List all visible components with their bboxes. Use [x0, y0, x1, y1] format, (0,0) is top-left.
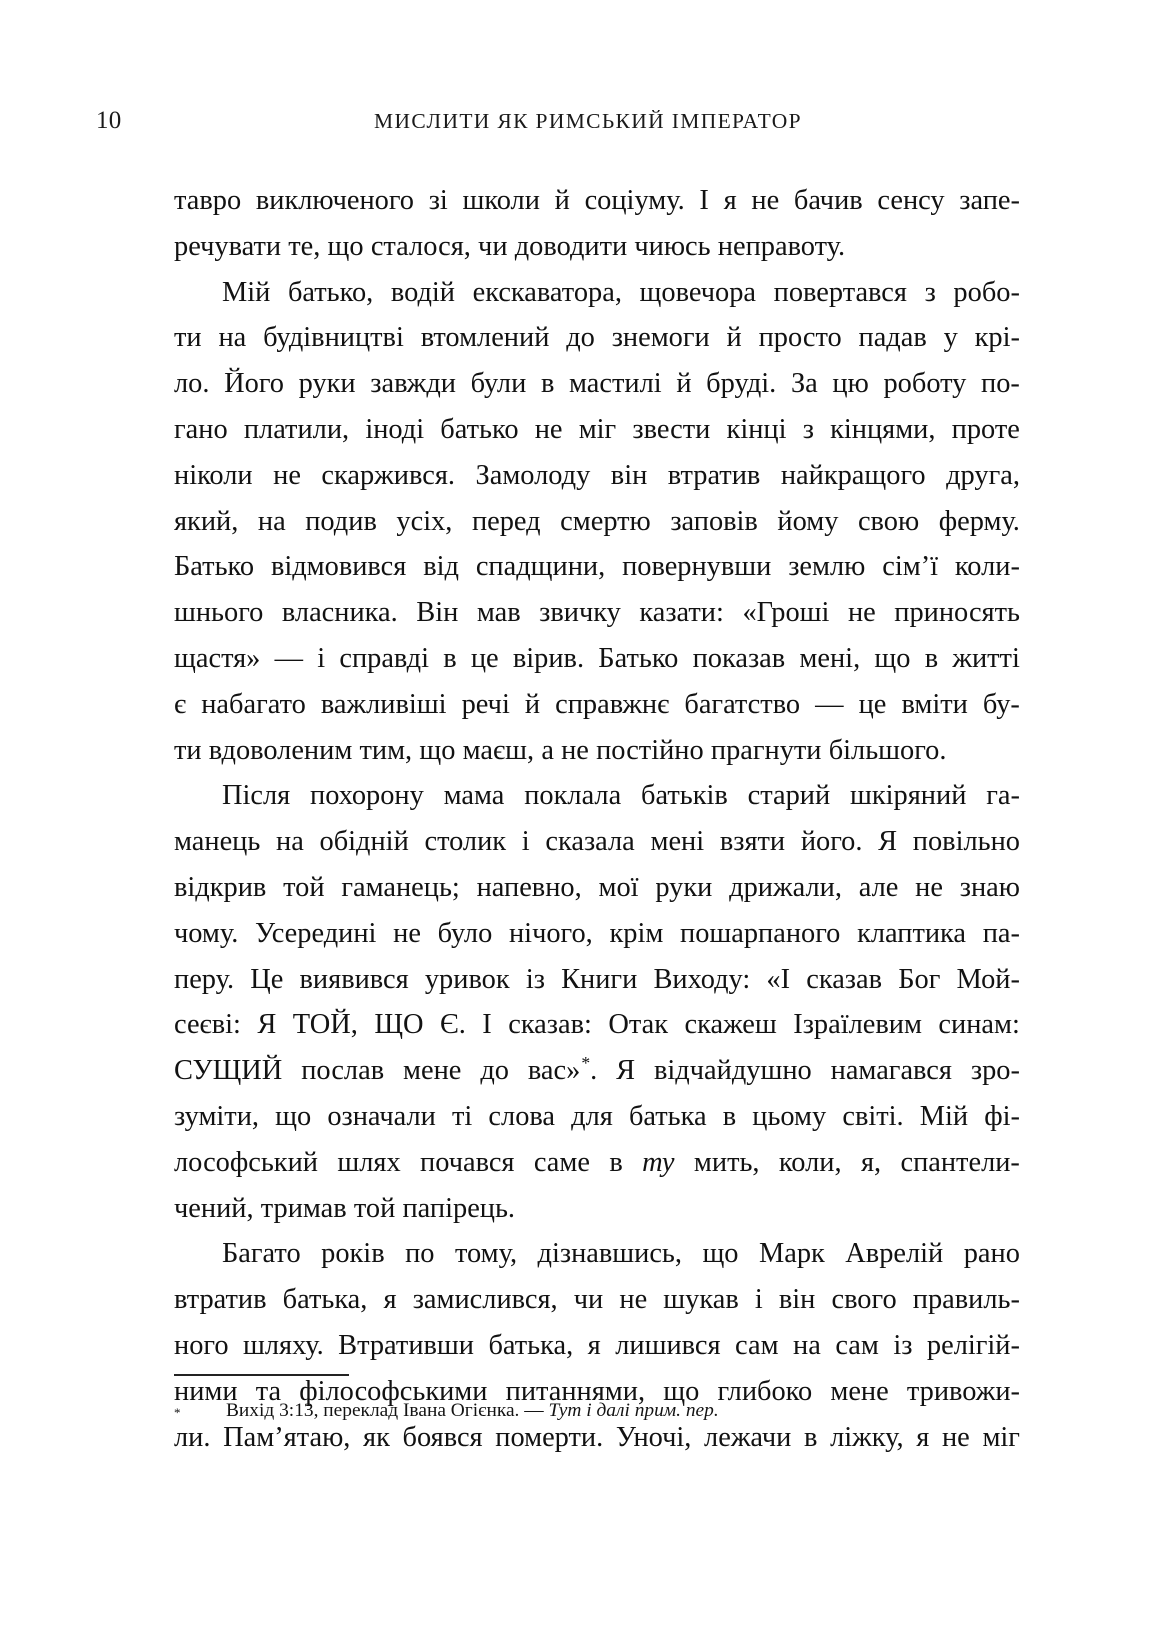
text-line: чений, тримав той папірець. — [174, 1192, 516, 1224]
text-line: тавро виключеного зі школи й соціуму. І я не бачив сенсу запе- — [174, 185, 1020, 216]
text-line: ти вдоволеним тим, що маєш, а не постійно прагнути більшого. — [174, 734, 947, 766]
text-line: манець на обідній столик і сказала мені взяти його. Я повільно — [174, 826, 1020, 858]
paragraph-3 — [174, 773, 1020, 1231]
text-line: Після похорону мама поклала батьків старий шкіряний га- — [222, 780, 1020, 812]
text-line: втратив батька, я замислився, чи не шукав і він свого правиль- — [174, 1284, 1020, 1316]
text-line: шнього власника. Він мав звичку казати: «Гроші не приносять — [174, 597, 1020, 629]
running-title: МИСЛИТИ ЯК РИМСЬКИЙ ІМПЕРАТОР — [374, 109, 802, 133]
text-line: ними та філософськими питаннями, що глибоко мене тривожи- — [174, 1375, 1020, 1407]
text-line: чому. Усередині не було нічого, крім пошарпаного клаптика па- — [174, 917, 1020, 949]
footnote-marker-label: * — [174, 1405, 181, 1420]
text-line: Багато років по тому, дізнавшись, що Марк Аврелій рано — [222, 1238, 1020, 1270]
running-header — [96, 108, 1070, 142]
paragraph-1 — [174, 178, 1020, 270]
footnote-area — [174, 1374, 1020, 1426]
text-line: ти на будівництві втомлений до знемоги й просто падав у крі- — [174, 322, 1020, 354]
text-line: зуміти, що означали ті слова для батька в цьому світі. Мій фі- — [174, 1100, 1020, 1132]
paragraph-2 — [174, 270, 1020, 774]
footnote-text — [226, 1398, 1020, 1426]
footnote-text-plain: Вихід 3:13, переклад Івана Огієнка. — — [226, 1400, 549, 1421]
text-line: ли. Пам’ятаю, як боявся померти. Уночі, лежачи в ліжку, я не міг — [174, 1421, 1020, 1453]
page-number: 10 — [96, 107, 122, 134]
text-line: ло. Його руки завжди були в мастилі й бруді. За цю роботу по- — [174, 368, 1020, 400]
text-line: перу. Це виявився уривок із Книги Виходу: «І сказав Бог Мой- — [174, 963, 1020, 995]
text-line: Батько відмовився від спадщини, повернувши землю сім’ї коли- — [174, 551, 1020, 583]
footnote-marker[interactable]: * — [581, 1052, 591, 1073]
text-line: гано платили, іноді батько не міг звести кінці з кінцями, проте — [174, 413, 1020, 445]
text-line: який, на подив усіх, перед смертю заповів йому свою ферму. — [174, 505, 1020, 537]
emphasis-word: ту — [642, 1146, 675, 1178]
text-line: сеєві: Я ТОЙ, ЩО Є. І сказав: Отак скажеш Ізраїлевим синам: — [174, 1009, 1020, 1041]
text-line: є набагато важливіші речі й справжнє багатство — це вміти бу- — [174, 688, 1020, 720]
footnote — [174, 1398, 1020, 1426]
footnote-text-italic: Тут і далі прим. пер. — [548, 1400, 719, 1421]
text-line: речувати те, що сталося, чи доводити чиюсь неправоту. — [174, 230, 846, 262]
text-line: СУЩИЙ послав мене до вас»*. Я відчайдушно намагався зро- — [174, 1052, 1020, 1087]
text-line: лософський шлях почався саме в ту мить, коли, я, спантели- — [174, 1146, 1020, 1178]
text-line: ніколи не скаржився. Замолоду він втратив найкращого друга, — [174, 459, 1020, 491]
text-line: ного шляху. Втративши батька, я лишився сам на сам із релігій- — [174, 1329, 1020, 1361]
footnote-separator-rule — [174, 1374, 349, 1376]
text-line: відкрив той гаманець; напевно, мої руки дрижали, але не знаю — [174, 871, 1020, 903]
body-text-block — [174, 178, 1020, 1460]
text-line: Мій батько, водій екскаватора, щовечора повертався з робо- — [222, 276, 1020, 308]
text-line: щастя» — і справді в це вірив. Батько показав мені, що в житті — [174, 642, 1020, 674]
